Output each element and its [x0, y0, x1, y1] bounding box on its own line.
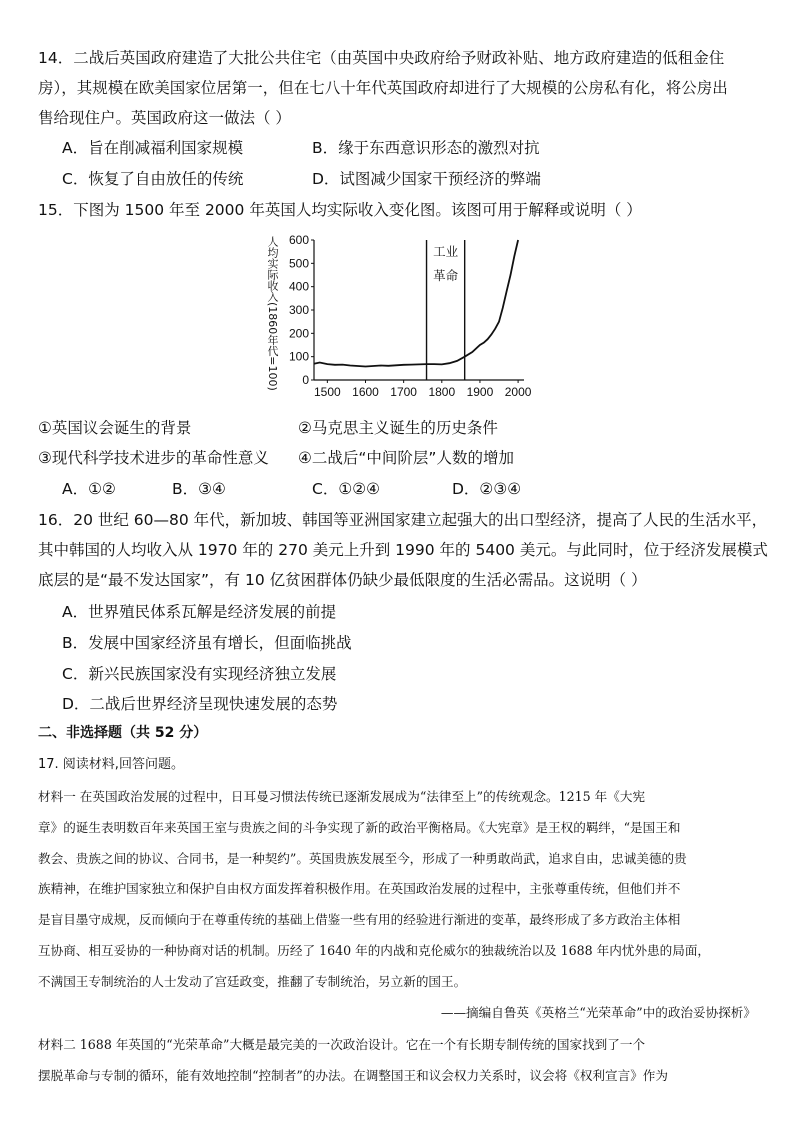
y-tick-label: 400	[288, 279, 309, 294]
y-tick-label: 100	[288, 349, 309, 364]
material-1-line: 不满国王专制统治的人士发动了宫廷政变，推翻了专制统治，另立新的国王。	[38, 974, 467, 989]
q16-option-c[interactable]: C．新兴民族国家没有实现经济独立发展	[62, 665, 337, 683]
y-tick-label: 0	[302, 373, 309, 387]
q14-option-b[interactable]: B．缘于东西意识形态的激烈对抗	[312, 139, 540, 157]
q16-stem-line1: 16．20 世纪 60—80 年代，新加坡、韩国等亚洲国家建立起强大的出口型经济，提高了人民的生活水平，	[38, 511, 768, 529]
q15-option-b[interactable]: B．③④	[172, 480, 226, 498]
material-1-line: 教会、贵族之间的协议、合同书，是一种契约”。英国贵族发展至今，形成了一种勇敢尚武，追求自由，忠诚美德的贵	[38, 851, 687, 866]
material-2-line: 摆脱革命与专制的循环，能有效地控制“控制者”的办法。在调整国王和议会权力关系时，议会将《权利宣言》作为	[38, 1068, 668, 1083]
q15-item-2: ②马克思主义诞生的历史条件	[298, 419, 498, 437]
q16-stem-line2: 其中韩国的人均收入从 1970 年的 270 美元上升到 1990 年的 5400 美元。与此同时，位于经济发展模式	[38, 541, 768, 559]
y-tick-label: 500	[288, 256, 309, 271]
q16-option-b[interactable]: B．发展中国家经济虽有增长，但面临挑战	[62, 634, 352, 652]
y-tick-label: 600	[288, 233, 309, 247]
material-1-line: 是盲目墨守成规，反而倾向于在尊重传统的基础上借鉴一些有用的经验进行渐进的变革，最终形成了多方政治主体相	[38, 912, 681, 927]
y-tick-label: 200	[288, 326, 309, 341]
material-1-line: 章》的诞生表明数百年来英国王室与贵族之间的斗争实现了新的政治平衡格局。《大宪章》是王权的羁绊，“是国王和	[38, 820, 681, 835]
annotation-label: 革命	[433, 268, 459, 283]
q14-stem-line2: 房），其规模在欧美国家位居第一，但在七八十年代英国政府却进行了大规模的公房私有化，将公房出	[38, 79, 728, 97]
x-tick-label: 1800	[428, 385, 456, 399]
q15-item-1: ①英国议会诞生的背景	[38, 419, 192, 437]
q16-option-a[interactable]: A．世界殖民体系瓦解是经济发展的前提	[62, 603, 337, 621]
q17-stem: 17. 阅读材料,回答问题。	[38, 757, 184, 772]
material-1-line: 互协商、相互妥协的一种协商对话的机制。历经了 1640 年的内战和克伦威尔的独裁统治以及 1688 年内忧外患的局面，	[38, 943, 711, 958]
q15-item-3: ③现代科学技术进步的革命性意义	[38, 449, 269, 467]
income-chart-svg	[264, 234, 534, 404]
q14-option-d[interactable]: D．试图减少国家干预经济的弊端	[312, 170, 541, 188]
q15-option-a[interactable]: A．①②	[62, 480, 116, 498]
x-tick-label: 1600	[352, 385, 379, 399]
x-tick-label: 1500	[314, 385, 341, 399]
material-1-line: 族精神，在维护国家独立和保护自由权方面发挥着积极作用。在英国政治发展的过程中，主张尊重传统，但他们并不	[38, 881, 681, 896]
chart-ylabel: 人均实际收入(1860年代=100)	[266, 236, 279, 391]
q15-option-c[interactable]: C．①②④	[312, 480, 381, 498]
q15-option-d[interactable]: D．②③④	[452, 480, 522, 498]
q16-option-d[interactable]: D．二战后世界经济呈现快速发展的态势	[62, 695, 338, 713]
section-2-title: 二、非选择题（共 52 分）	[38, 725, 208, 741]
q14-stem-line1: 14．二战后英国政府建造了大批公共住宅（由英国中央政府给予财政补贴、地方政府建造的低租金住	[38, 49, 725, 67]
x-tick-label: 1900	[466, 385, 494, 399]
y-tick-label: 300	[288, 303, 309, 317]
material-1-line: 材料一 在英国政治发展的过程中，日耳曼习惯法传统已逐渐发展成为“法律至上”的传统观念。1215 年《大宪	[38, 789, 646, 804]
x-tick-label: 1700	[390, 385, 417, 399]
q14-stem-line3: 售给现住户。英国政府这一做法（ ）	[38, 109, 291, 127]
q14-option-c[interactable]: C．恢复了自由放任的传统	[62, 170, 244, 188]
q16-stem-line3: 底层的是“最不发达国家”，有 10 亿贫困群体仍缺少最低限度的生活必需品。这说明（ ）	[38, 571, 647, 589]
annotation-label: 工业	[433, 244, 459, 259]
q15-item-4: ④二战后“中间阶层”人数的增加	[298, 449, 514, 467]
material-1-source: ——摘编自鲁英《英格兰“光荣革命”中的政治妥协探析》	[440, 1005, 756, 1020]
q15-stem: 15．下图为 1500 年至 2000 年英国人均实际收入变化图。该图可用于解释或说明（ ）	[38, 201, 642, 219]
material-2-line: 材料二 1688 年英国的“光荣革命”大概是最完美的一次政治设计。它在一个有长期专制传统的国家找到了一个	[38, 1037, 646, 1052]
x-tick-label: 2000	[504, 385, 532, 399]
income-series-line	[314, 240, 518, 367]
q14-option-a[interactable]: A．旨在削减福利国家规模	[62, 139, 244, 157]
income-chart	[264, 234, 534, 404]
